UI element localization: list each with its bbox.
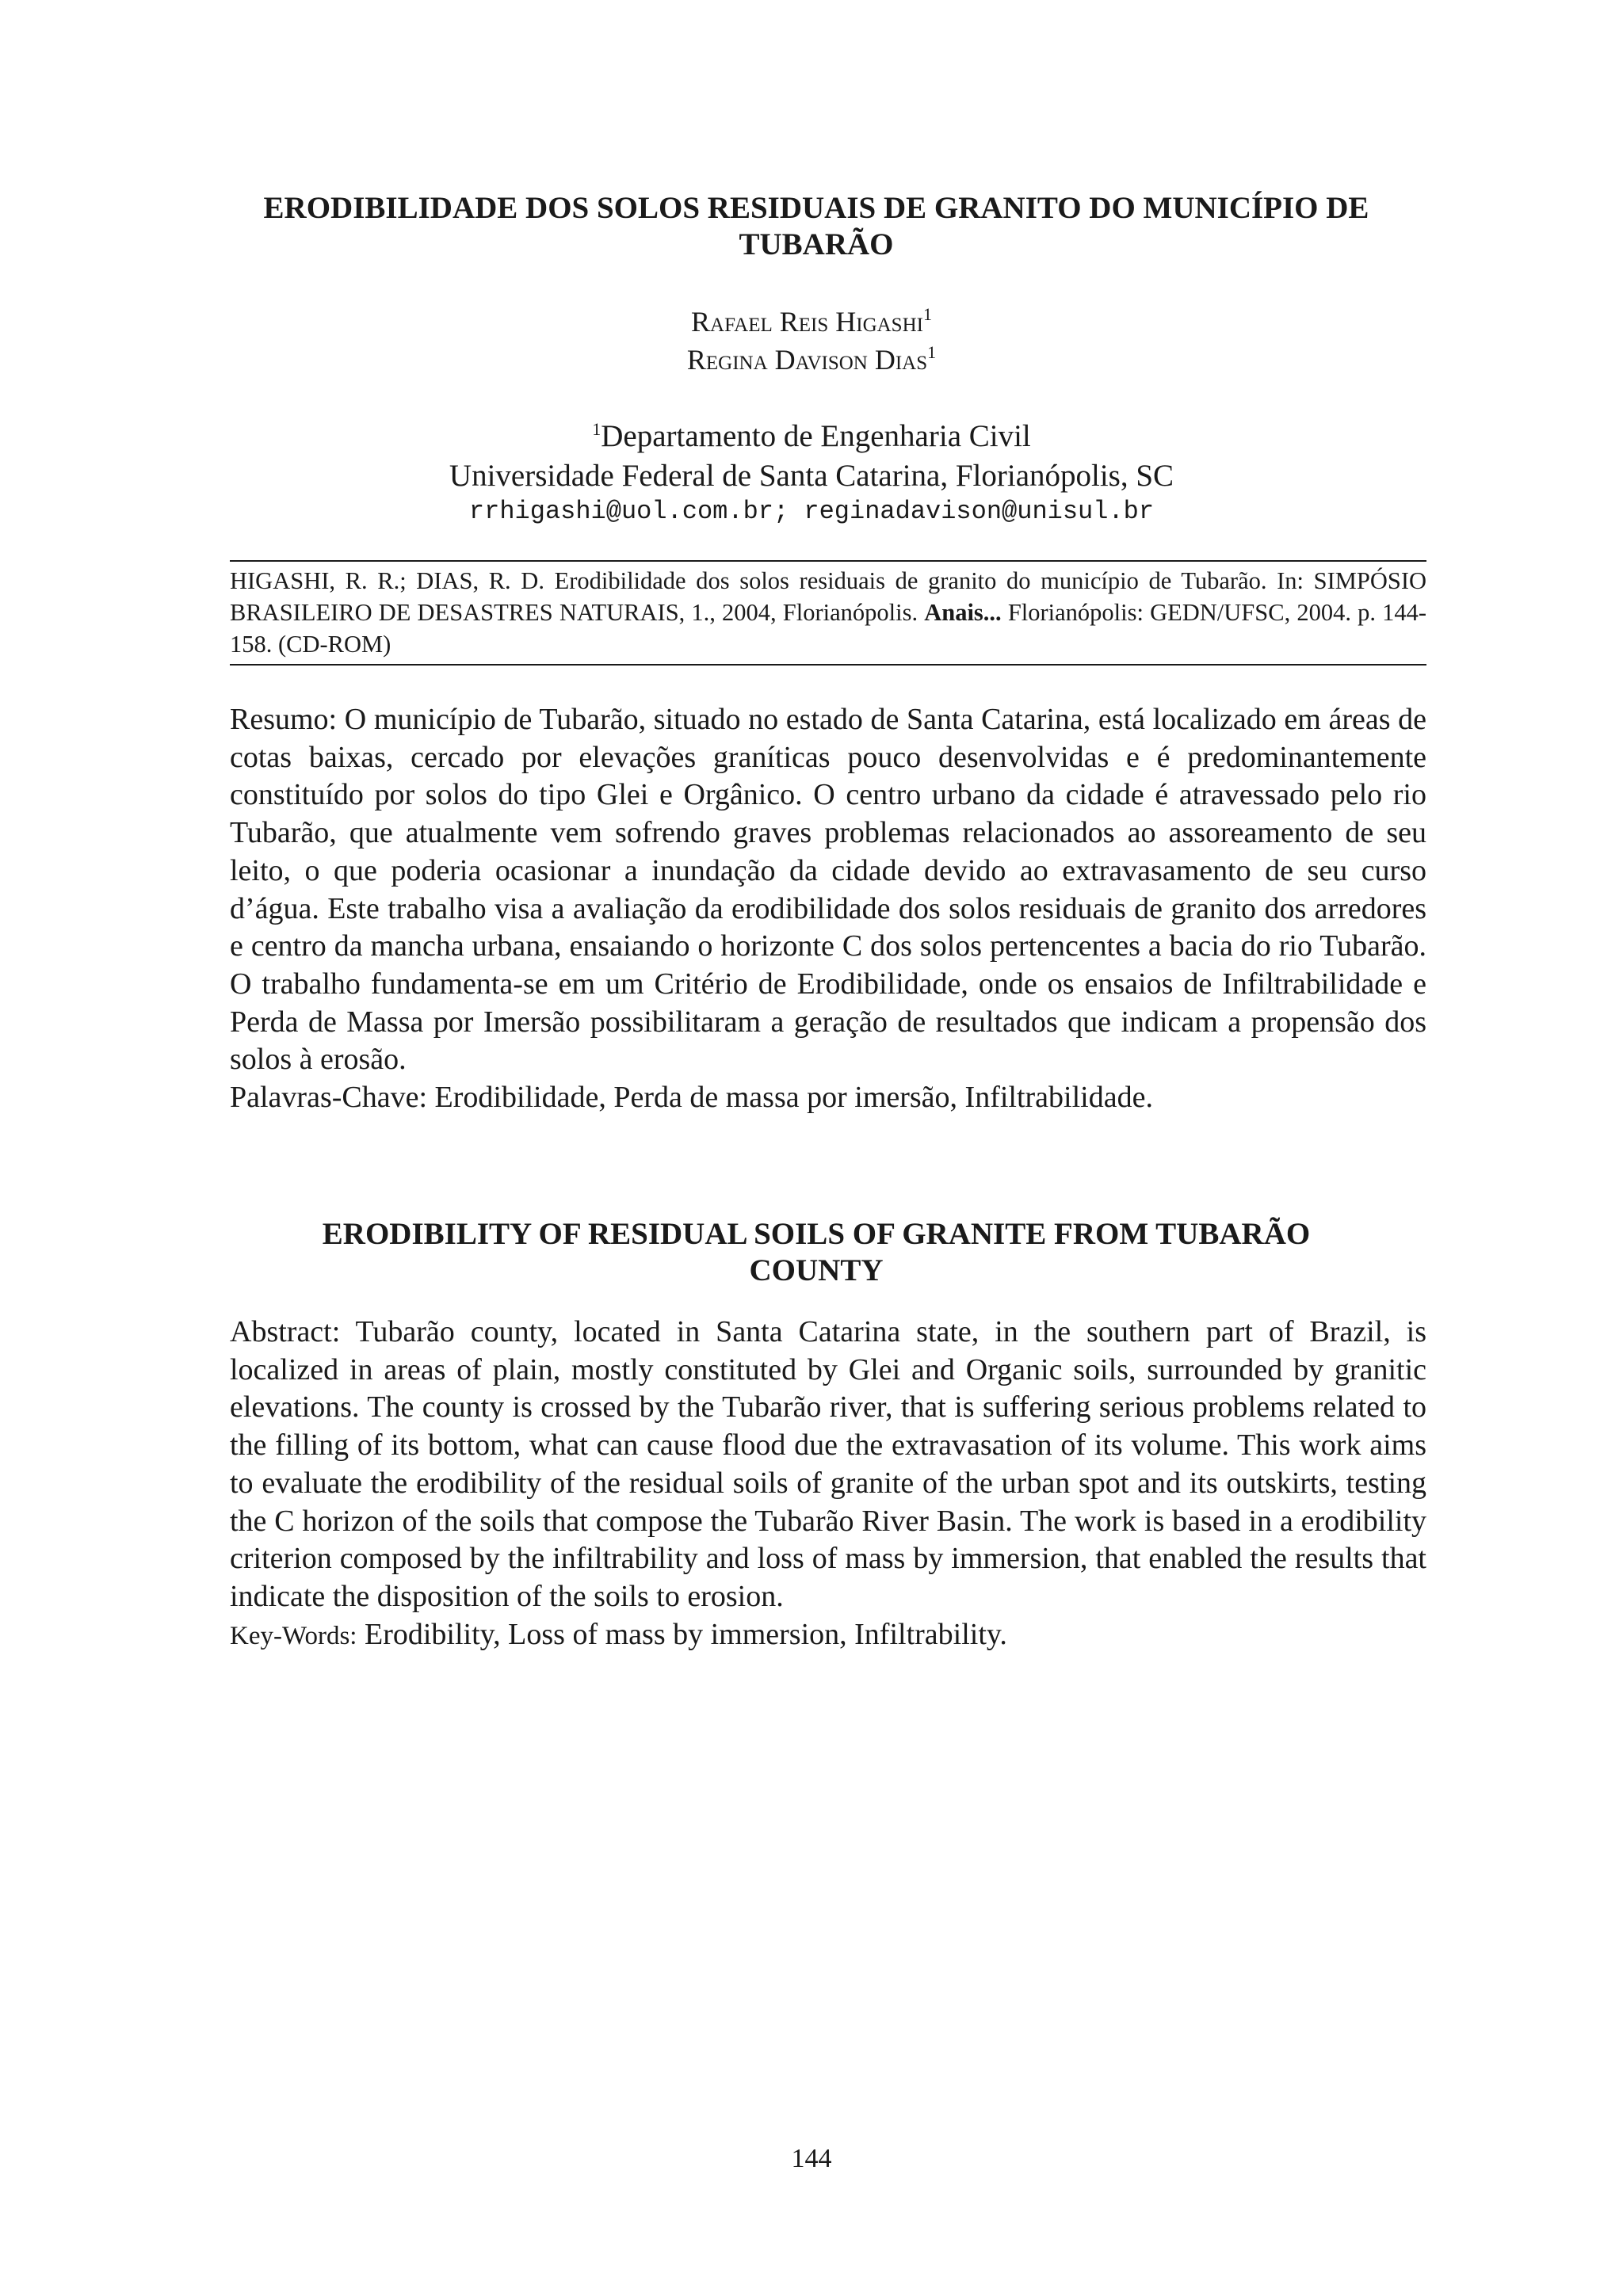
citation-bold-anais: Anais... bbox=[924, 599, 1002, 626]
author-name: Regina Davison Dias bbox=[686, 344, 928, 376]
affiliation-mark: 1 bbox=[592, 419, 601, 439]
key-words bbox=[230, 1616, 1426, 1656]
resumo-section bbox=[230, 701, 1426, 1117]
title-en-line2: COUNTY bbox=[749, 1253, 884, 1287]
affiliation bbox=[0, 417, 1623, 528]
citation-reference bbox=[230, 565, 1426, 660]
page-number: 144 bbox=[791, 2144, 832, 2173]
title-english bbox=[198, 1216, 1434, 1289]
author-list bbox=[0, 303, 1623, 379]
author-emails: rrhigashi@uol.com.br; reginadavison@unisul.br bbox=[468, 497, 1155, 526]
author-1 bbox=[0, 303, 1623, 341]
abstract-text: Abstract: Tubarão county, located in Santa Catarina state, in the southern part of Brazil, is localized in areas of plain, mostly constituted by Glei and Organic soils, surrounded by granitic elevations. The county is crossed by the Tubarão river, that is suffering serious problems related to the filling of its bottom, what can cause flood due the extravasation of its volume. This work aims to evaluate the erodibility of the residual soils of granite of the urban spot and its outskirts, testing the C horizon of the soils that compose the Tubarão River Basin. The work is based in a erodibility criterion composed by the infiltrability and loss of mass by immersion, that enabled the results that indicate the disposition of the soils to erosion. bbox=[230, 1315, 1426, 1613]
author-affil-mark: 1 bbox=[922, 304, 932, 324]
affiliation-department bbox=[0, 417, 1623, 456]
title-pt-line2: TUBARÃO bbox=[739, 227, 894, 261]
citation-rule-top bbox=[230, 560, 1426, 562]
key-words-list: Erodibility, Loss of mass by immersion, Infiltrability. bbox=[357, 1617, 1007, 1651]
citation-text: HIGASHI, R. R.; DIAS, R. D. Erodibilidade dos solos residuais de granito do município de Tubarão. In: SIMPÓSIO BRASILEIRO DE DESASTRES NATURAIS, 1., 2004, Florianópolis. bbox=[230, 567, 1426, 626]
citation-rule-bottom bbox=[230, 664, 1426, 666]
title-portuguese bbox=[198, 190, 1434, 263]
department-name: Departamento de Engenharia Civil bbox=[601, 419, 1031, 453]
title-pt-line1: ERODIBILIDADE DOS SOLOS RESIDUAIS DE GRANITO DO MUNICÍPIO DE bbox=[263, 191, 1369, 225]
key-words-label: Key-Words: bbox=[230, 1621, 357, 1650]
university-name: Universidade Federal de Santa Catarina, Florianópolis, SC bbox=[449, 459, 1174, 493]
palavras-chave: Palavras-Chave: Erodibilidade, Perda de massa por imersão, Infiltrabilidade. bbox=[230, 1081, 1153, 1115]
author-affil-mark: 1 bbox=[927, 342, 937, 362]
title-en-line1: ERODIBILITY OF RESIDUAL SOILS OF GRANITE FROM TUBARÃO bbox=[322, 1217, 1311, 1251]
resumo-text: Resumo: O município de Tubarão, situado no estado de Santa Catarina, está localizado em áreas de cotas baixas, cercado por elevações graníticas pouco desenvolvidas e é predominantemente constituído por solos do tipo Glei e Orgânico. O centro urbano da cidade é atravessado pelo rio Tubarão, que atualmente vem sofrendo graves problemas relacionados ao assoreamento de seu leito, o que poderia ocasionar a inundação da cidade devido ao extravasamento de seu curso d’água. Este trabalho visa a avaliação da erodibilidade dos solos residuais de granito dos arredores e centro da mancha urbana, ensaiando o horizonte C dos solos pertencentes a bacia do rio Tubarão. O trabalho fundamenta-se em um Critério de Erodibilidade, onde os ensaios de Infiltrabilidade e Perda de Massa por Imersão possibilitaram a geração de resultados que indicam a propensão dos solos à erosão. bbox=[230, 703, 1426, 1077]
author-name: Rafael Reis Higashi bbox=[691, 306, 923, 338]
citation-text-end: Florianópolis: GEDN/UFSC, 2004. p. 144-158. (CD-ROM) bbox=[230, 599, 1426, 658]
author-2 bbox=[0, 341, 1623, 379]
abstract-section bbox=[230, 1314, 1426, 1655]
